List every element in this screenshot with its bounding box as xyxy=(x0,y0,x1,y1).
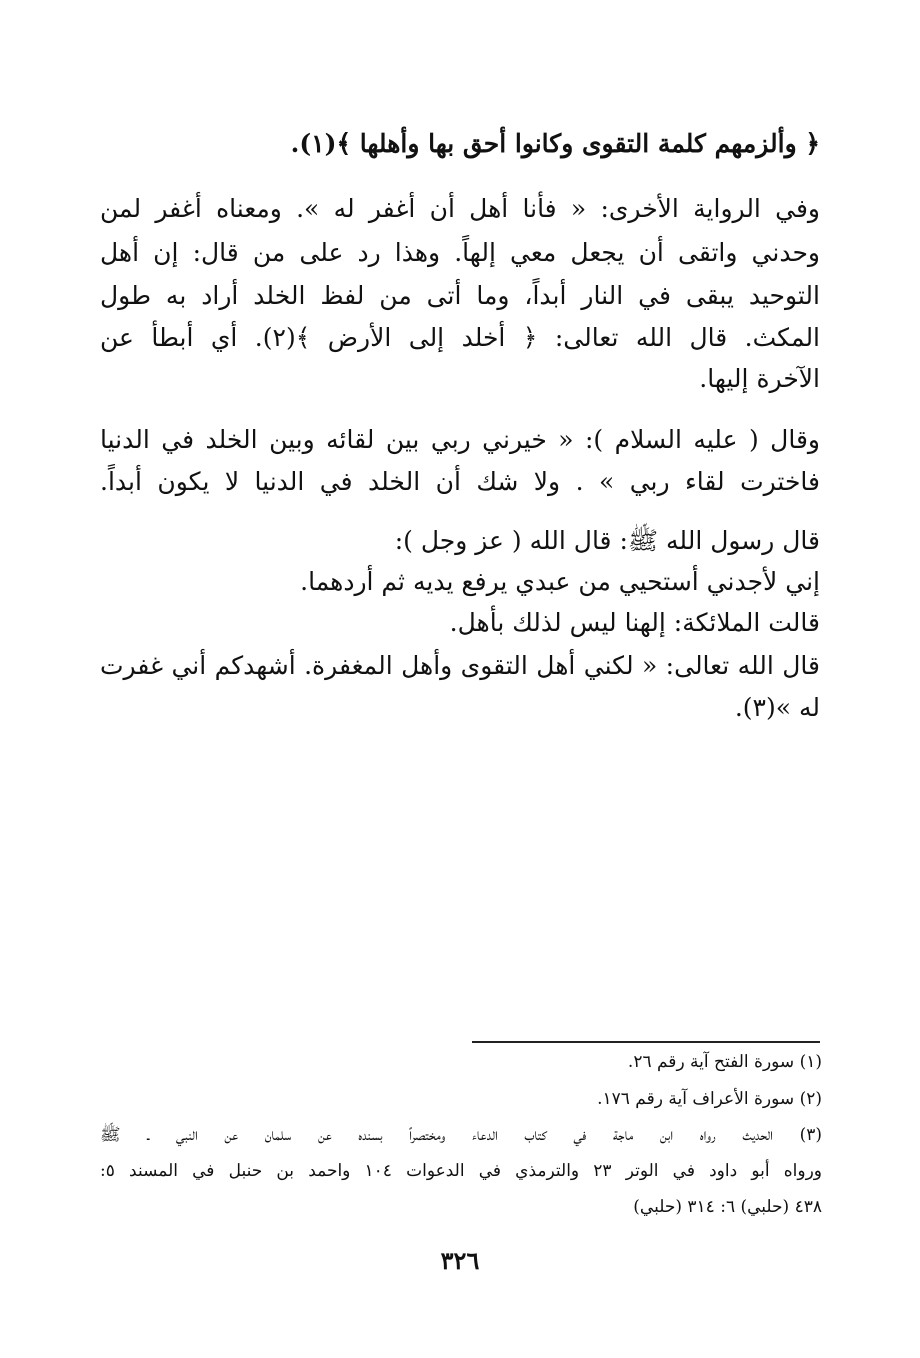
page-number: ٣٢٦ xyxy=(440,1246,480,1275)
paragraph-line: وقال ( عليه السلام ): « خيرني ربي بين لقائه وبين الخلد في الدنيا xyxy=(100,425,820,454)
hadith-line: قال الله تعالى: « لكني أهل التقوى وأهل المغفرة. أشهدكم أني غفرت xyxy=(100,651,820,680)
hadith-line: إني لأجدني أستحيي من عبدي يرفع يديه ثم أردهما. xyxy=(300,567,820,596)
quran-verse-line: ﴿ وألزمهم كلمة التقوى وكانوا أحق بها وأهلها ﴾(١). xyxy=(290,129,820,158)
hadith-line: قال رسول الله ﷺ: قال الله ( عز وجل ): xyxy=(394,526,820,555)
paragraph-line: التوحيد يبقى في النار أبداً، وما أتى من لفظ الخلد أراد به طول xyxy=(100,281,820,310)
footnote-item: (١) سورة الفتح آية رقم ٢٦. xyxy=(627,1052,822,1072)
paragraph-line: المكث. قال الله تعالى: ﴿ أخلد إلى الأرض ﴾(٢). أي أبطأ عن xyxy=(100,323,821,352)
hadith-line: له »(٣). xyxy=(734,693,820,722)
footnote-item: (٢) سورة الأعراف آية رقم ١٧٦. xyxy=(597,1089,822,1109)
paragraph-line: الآخرة إليها. xyxy=(699,364,820,393)
hadith-line: قالت الملائكة: إلهنا ليس لذلك بأهل. xyxy=(449,608,820,637)
footnote-separator xyxy=(472,1041,820,1043)
footnote-item: ٤٣٨ (حلبي) ٦: ٣١٤ (حلبي) xyxy=(633,1197,822,1217)
footnote-item: (٣) الحديث رواه ابن ماجة في كتاب الدعاء ومختصراً بسنده عن سلمان عن النبي ـ ﷺ xyxy=(100,1125,822,1145)
footnote-item: ورواه أبو داود في الوتر ٢٣ والترمذي في الدعوات ١٠٤ واحمد بن حنبل في المسند ٥: xyxy=(100,1161,822,1181)
paragraph-line: وحدني واتقى أن يجعل معي إلهاً. وهذا رد على من قال: إن أهل xyxy=(100,238,820,267)
paragraph-line: فاخترت لقاء ربي » . ولا شك أن الخلد في الدنيا لا يكون أبداً. xyxy=(100,467,820,496)
paragraph-line: وفي الرواية الأخرى: « فأنا أهل أن أغفر له ». ومعناه أغفر لمن xyxy=(100,194,820,223)
